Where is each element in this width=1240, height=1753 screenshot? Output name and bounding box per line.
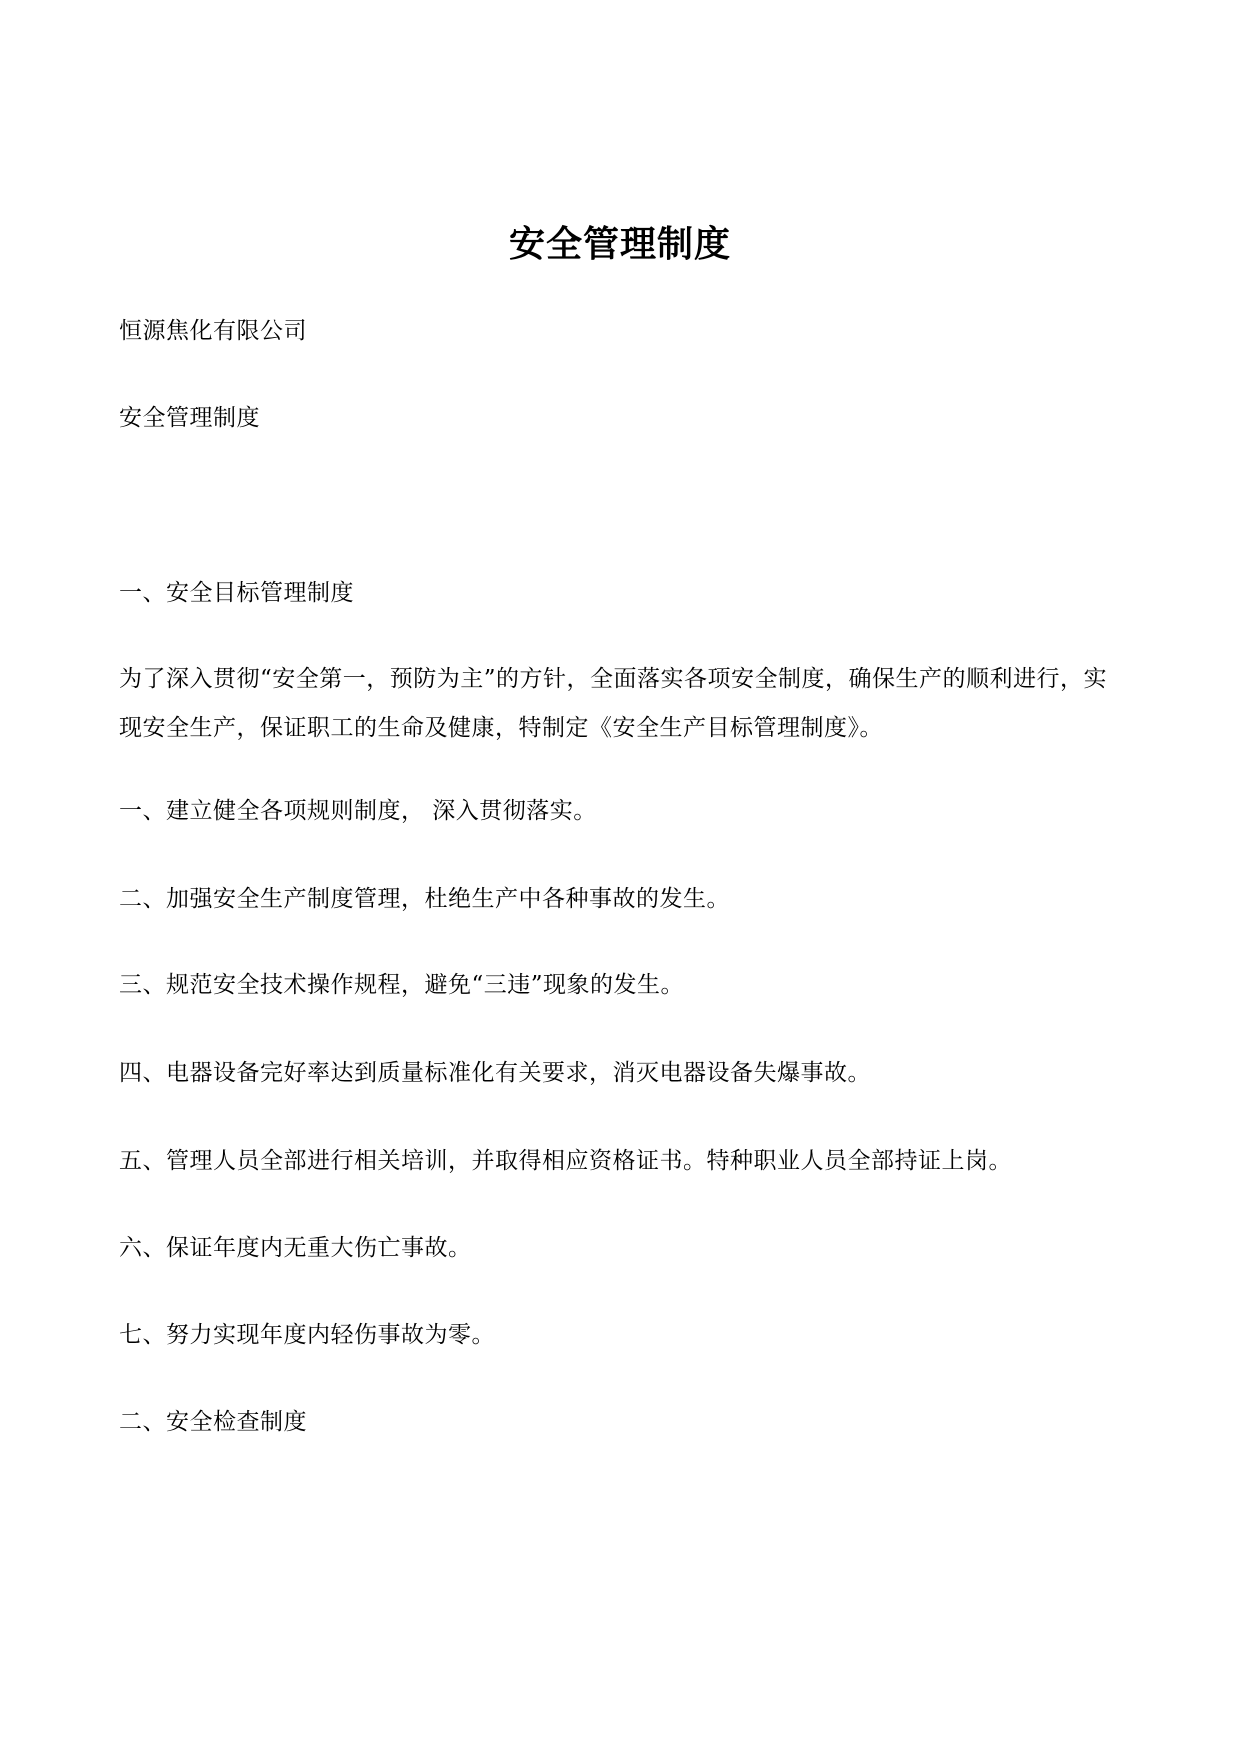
company-name: 恒源焦化有限公司 — [119, 318, 307, 344]
document-subtitle: 安全管理制度 — [119, 405, 260, 431]
section-intro-paragraph: 为了深入贯彻“安全第一，预防为主”的方针，全面落实各项安全制度，确保生产的顺利进行，实现安全生产，保证职工的生命及健康，特制定《安全生产目标管理制度》。 — [119, 666, 1108, 741]
list-item: 六、保证年度内无重大伤亡事故。 — [119, 1235, 472, 1261]
list-item: 五、管理人员全部进行相关培训，并取得相应资格证书。特种职业人员全部持证上岗。 — [119, 1148, 1012, 1174]
list-item: 七、努力实现年度内轻伤事故为零。 — [119, 1322, 495, 1348]
list-item: 三、规范安全技术操作规程，避免“三违”现象的发生。 — [119, 972, 685, 998]
list-item: 四、电器设备完好率达到质量标准化有关要求，消灭电器设备失爆事故。 — [119, 1060, 871, 1086]
section-heading-target-management: 一、安全目标管理制度 — [119, 580, 354, 606]
list-item: 一、建立健全各项规则制度， 深入贯彻落实。 — [119, 798, 597, 824]
document-title: 安全管理制度 — [508, 223, 731, 265]
list-item: 二、加强安全生产制度管理，杜绝生产中各种事故的发生。 — [119, 886, 730, 912]
section-heading-safety-inspection: 二、安全检查制度 — [119, 1409, 307, 1435]
